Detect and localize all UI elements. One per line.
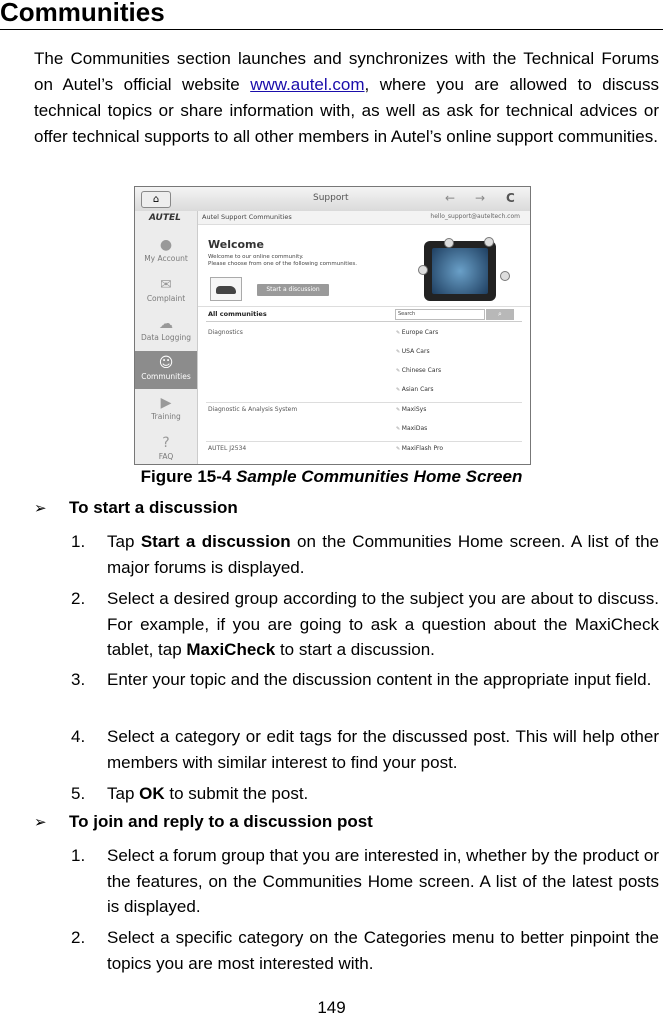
- category-name: AUTEL J2534: [208, 445, 247, 452]
- category-name: Diagnostics: [208, 329, 243, 336]
- intro-text-end: , where you are allowed to discuss technical topics or share information with, as well as ask for technical advices or offer technical supports to all other members in Autel’s online support communities.: [34, 75, 659, 146]
- title-rule: [0, 29, 663, 30]
- step-item: [71, 781, 659, 807]
- step-text-bold: Start a discussion: [140, 532, 291, 551]
- step-text: [107, 843, 659, 920]
- communities-screenshot-figure: [134, 186, 531, 465]
- sidebar-item: [135, 431, 197, 465]
- step-text-bold: OK: [139, 784, 165, 803]
- step-text: [107, 667, 659, 693]
- intro-text-start: The Communities section launches and synchronizes with the Technical Forums on Autel’s official website: [34, 49, 659, 94]
- step-text-part: on the Communities Home screen. A list of the major forums is displayed.: [107, 532, 660, 577]
- page-number: 149: [317, 998, 346, 1017]
- forward-arrow-icon: →: [475, 191, 486, 205]
- start-discussion-button: Start a discussion: [257, 284, 329, 296]
- forum-item: ✎ USA Cars: [396, 348, 430, 355]
- arrow-bullet-icon: ➢: [34, 814, 47, 831]
- step-text: [107, 529, 659, 580]
- step-number: 1.: [71, 532, 86, 551]
- step-text-part: to submit the post.: [164, 784, 309, 803]
- section-heading-join-discussion: [34, 812, 373, 832]
- tablet-bubble: [444, 238, 454, 248]
- welcome-line-2: Please choose from one of the following communities.: [208, 261, 357, 267]
- page-title: Communities: [0, 0, 165, 27]
- welcome-title: Welcome: [208, 238, 264, 251]
- step-item: [71, 586, 659, 663]
- step-text-part: Select a specific category on the Categories menu to better pinpoint the topics you are most interested with.: [107, 928, 659, 973]
- forum-item: ✎ MaxiSys: [396, 406, 426, 413]
- figure-caption: [0, 467, 663, 487]
- category-name: Diagnostic & Analysis System: [208, 406, 298, 413]
- step-item: [71, 724, 659, 775]
- car-icon: [210, 277, 242, 301]
- tablet-bubble: [418, 265, 428, 275]
- tablet-image: [424, 241, 496, 301]
- forum-item: ✎ MaxiDas: [396, 425, 427, 432]
- arrow-bullet-icon: ➢: [34, 500, 47, 517]
- figure-search-input: Search: [395, 309, 485, 320]
- step-item: [71, 925, 659, 976]
- figure-header-email: hello_support@auteltech.com: [430, 213, 520, 220]
- sidebar-item: [135, 233, 197, 271]
- all-communities-heading: All communities: [208, 310, 267, 318]
- refresh-icon: C: [506, 191, 515, 205]
- forum-item: ✎ Asian Cars: [396, 386, 434, 393]
- data-logging-icon: ☁: [159, 316, 173, 332]
- step-text-part: Select a desired group according to the subject you are about to discuss. For example, if you are going to ask a question about the MaxiCheck tablet, tap: [107, 589, 659, 659]
- step-text-part: Enter your topic and the discussion content in the appropriate input field.: [107, 670, 652, 689]
- user-icon: ●: [159, 237, 173, 253]
- home-icon: ⌂: [141, 191, 171, 208]
- step-text-part: Select a forum group that you are interested in, whether by the product or the features, on the Communities Home screen. A list of the latest posts is displayed.: [107, 846, 659, 916]
- figure-topbar: [135, 187, 530, 212]
- forum-item: ✎ MaxiFlash Pro: [396, 445, 443, 452]
- step-item: [71, 529, 659, 580]
- figure-caption-label: Figure 15-4: [140, 467, 237, 486]
- step-number: 2.: [71, 928, 86, 947]
- figure-header-title: Autel Support Communities: [202, 213, 292, 221]
- step-text: [107, 925, 659, 976]
- step-text-part: to start a discussion.: [275, 640, 435, 659]
- training-icon: ▶: [160, 395, 172, 411]
- faq-icon: ?: [162, 435, 170, 451]
- autel-website-link[interactable]: www.autel.com: [250, 75, 365, 94]
- sidebar-item-label: Data Logging: [140, 333, 192, 342]
- step-number: 5.: [71, 784, 86, 803]
- sidebar-item: [135, 391, 197, 429]
- communities-icon: ☺: [158, 355, 174, 371]
- step-number: 1.: [71, 846, 86, 865]
- step-item: [71, 843, 659, 920]
- step-text-part: Tap: [107, 784, 140, 803]
- step-number: 2.: [71, 589, 86, 608]
- step-number: 3.: [71, 670, 86, 689]
- search-icon: ⌕: [486, 309, 514, 320]
- sidebar-item-label: Training: [151, 412, 181, 421]
- sidebar-item-label: FAQ: [158, 452, 174, 461]
- section-heading-text: To join and reply to a discussion post: [69, 812, 373, 831]
- autel-logo: AUTEL: [149, 213, 181, 223]
- figure-main-panel: [198, 211, 530, 464]
- step-item: [71, 667, 659, 693]
- sidebar-item: [135, 351, 197, 389]
- tablet-bubble: [500, 271, 510, 281]
- figure-header: [198, 211, 530, 225]
- complaint-icon: ✉: [160, 277, 172, 293]
- step-text: [107, 724, 659, 775]
- forum-item: ✎ Chinese Cars: [396, 367, 441, 374]
- figure-caption-title: Sample Communities Home Screen: [236, 467, 523, 486]
- step-text: [107, 586, 659, 663]
- forum-item: ✎ Europe Cars: [396, 329, 438, 336]
- step-text: [107, 781, 659, 807]
- category-rule: [206, 402, 522, 403]
- tablet-bubble: [484, 237, 494, 247]
- section-heading-text: To start a discussion: [69, 498, 238, 517]
- step-text-bold: MaxiCheck: [186, 640, 276, 659]
- step-text-part: Select a category or edit tags for the discussed post. This will help other members with similar interest to find your post.: [107, 727, 659, 772]
- tablet-screen: [432, 248, 488, 294]
- intro-paragraph: [34, 46, 659, 150]
- category-rule: [206, 441, 522, 442]
- sidebar-item: [135, 312, 197, 350]
- figure-sidebar: [135, 211, 198, 464]
- sidebar-item-label: Complaint: [146, 294, 186, 303]
- sidebar-item: [135, 273, 197, 311]
- figure-divider: [198, 306, 530, 307]
- step-number: 4.: [71, 727, 86, 746]
- step-text-part: Tap: [107, 532, 141, 551]
- sidebar-item-label: My Account: [144, 254, 188, 263]
- back-arrow-icon: ←: [445, 191, 456, 205]
- list-rule: [206, 321, 522, 322]
- section-heading-start-discussion: [34, 498, 238, 518]
- figure-topbar-title: Support: [313, 193, 349, 203]
- welcome-line-1: Welcome to our online community.: [208, 254, 304, 260]
- sidebar-item-label: Communities: [141, 372, 191, 381]
